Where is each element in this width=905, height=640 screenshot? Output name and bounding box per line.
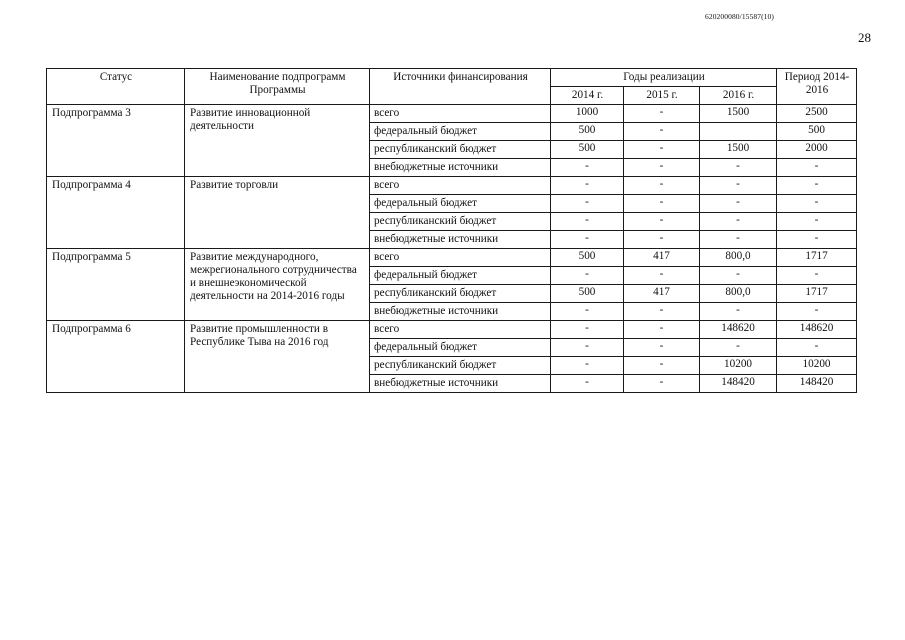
value-2014-cell: - xyxy=(551,321,624,339)
funding-source-cell: всего xyxy=(370,321,551,339)
value-2016-cell: - xyxy=(700,231,777,249)
value-2014-cell: - xyxy=(551,213,624,231)
funding-source-cell: республиканский бюджет xyxy=(370,141,551,159)
funding-source-cell: внебюджетные источники xyxy=(370,303,551,321)
header-year-2014: 2014 г. xyxy=(551,87,624,105)
value-2014-cell: 500 xyxy=(551,249,624,267)
value-period-cell: - xyxy=(777,213,857,231)
value-2014-cell: - xyxy=(551,357,624,375)
document-code: 620200080/15587(10) xyxy=(705,12,774,21)
value-2016-cell: - xyxy=(700,195,777,213)
value-2014-cell: - xyxy=(551,177,624,195)
value-2016-cell: - xyxy=(700,303,777,321)
value-period-cell: - xyxy=(777,303,857,321)
header-year-2016: 2016 г. xyxy=(700,87,777,105)
value-2015-cell: - xyxy=(624,357,700,375)
header-subprogram-name: Наименование подпрограмм Программы xyxy=(185,69,370,105)
value-2014-cell: - xyxy=(551,267,624,285)
value-2015-cell: - xyxy=(624,213,700,231)
value-2014-cell: - xyxy=(551,231,624,249)
funding-source-cell: всего xyxy=(370,249,551,267)
header-funding-sources: Источники финансирования xyxy=(370,69,551,105)
subprogram-name-cell: Развитие торговли xyxy=(185,177,370,249)
funding-source-cell: всего xyxy=(370,105,551,123)
value-2016-cell: - xyxy=(700,213,777,231)
funding-source-cell: внебюджетные источники xyxy=(370,375,551,393)
table-row xyxy=(47,321,857,339)
value-period-cell: 148420 xyxy=(777,375,857,393)
value-2016-cell: - xyxy=(700,159,777,177)
funding-source-cell: республиканский бюджет xyxy=(370,357,551,375)
value-2014-cell: 500 xyxy=(551,123,624,141)
value-2015-cell: - xyxy=(624,123,700,141)
value-2016-cell: 1500 xyxy=(700,105,777,123)
value-2014-cell: 500 xyxy=(551,141,624,159)
value-2016-cell: 148420 xyxy=(700,375,777,393)
value-2016-cell: 800,0 xyxy=(700,249,777,267)
value-2014-cell: - xyxy=(551,375,624,393)
value-2016-cell: - xyxy=(700,177,777,195)
value-2015-cell: - xyxy=(624,375,700,393)
table-body xyxy=(47,105,857,393)
funding-source-cell: федеральный бюджет xyxy=(370,123,551,141)
value-2014-cell: - xyxy=(551,195,624,213)
table-header xyxy=(47,69,857,105)
status-cell: Подпрограмма 3 xyxy=(47,105,185,177)
value-2016-cell: 148620 xyxy=(700,321,777,339)
subprogram-name-cell: Развитие инновационной деятельности xyxy=(185,105,370,177)
value-2016-cell xyxy=(700,123,777,141)
value-2014-cell: - xyxy=(551,159,624,177)
value-period-cell: - xyxy=(777,177,857,195)
value-2015-cell: - xyxy=(624,105,700,123)
funding-source-cell: республиканский бюджет xyxy=(370,213,551,231)
value-2014-cell: 500 xyxy=(551,285,624,303)
value-period-cell: - xyxy=(777,339,857,357)
header-period: Период 2014-2016 xyxy=(777,69,857,105)
value-period-cell: - xyxy=(777,231,857,249)
table-row xyxy=(47,177,857,195)
page-number: 28 xyxy=(858,30,871,45)
value-period-cell: 2000 xyxy=(777,141,857,159)
value-2015-cell: 417 xyxy=(624,285,700,303)
value-2015-cell: - xyxy=(624,231,700,249)
value-2015-cell: - xyxy=(624,195,700,213)
value-period-cell: 1717 xyxy=(777,285,857,303)
value-2016-cell: 1500 xyxy=(700,141,777,159)
value-2014-cell: 1000 xyxy=(551,105,624,123)
status-cell: Подпрограмма 5 xyxy=(47,249,185,321)
funding-source-cell: федеральный бюджет xyxy=(370,339,551,357)
table-row xyxy=(47,249,857,267)
value-period-cell: 10200 xyxy=(777,357,857,375)
subprogram-name-cell: Развитие международного, межрегионального сотрудничества и внешнеэкономической деятельности на 2014-2016 годы xyxy=(185,249,370,321)
value-period-cell: - xyxy=(777,267,857,285)
header-years-group: Годы реализации xyxy=(551,69,777,87)
funding-source-cell: внебюджетные источники xyxy=(370,159,551,177)
funding-source-cell: внебюджетные источники xyxy=(370,231,551,249)
funding-source-cell: республиканский бюджет xyxy=(370,285,551,303)
value-2016-cell: - xyxy=(700,339,777,357)
value-2015-cell: - xyxy=(624,303,700,321)
value-2015-cell: - xyxy=(624,159,700,177)
value-period-cell: 500 xyxy=(777,123,857,141)
value-period-cell: 148620 xyxy=(777,321,857,339)
value-2015-cell: - xyxy=(624,141,700,159)
financing-table xyxy=(46,68,857,393)
value-2015-cell: - xyxy=(624,177,700,195)
value-2015-cell: 417 xyxy=(624,249,700,267)
funding-source-cell: всего xyxy=(370,177,551,195)
value-2015-cell: - xyxy=(624,321,700,339)
value-2016-cell: - xyxy=(700,267,777,285)
value-period-cell: - xyxy=(777,159,857,177)
header-year-2015: 2015 г. xyxy=(624,87,700,105)
value-2015-cell: - xyxy=(624,267,700,285)
subprogram-name-cell: Развитие промышленности в Республике Тыва на 2016 год xyxy=(185,321,370,393)
value-2015-cell: - xyxy=(624,339,700,357)
value-period-cell: - xyxy=(777,195,857,213)
status-cell: Подпрограмма 6 xyxy=(47,321,185,393)
funding-source-cell: федеральный бюджет xyxy=(370,267,551,285)
funding-source-cell: федеральный бюджет xyxy=(370,195,551,213)
status-cell: Подпрограмма 4 xyxy=(47,177,185,249)
value-2016-cell: 10200 xyxy=(700,357,777,375)
value-period-cell: 2500 xyxy=(777,105,857,123)
value-period-cell: 1717 xyxy=(777,249,857,267)
value-2014-cell: - xyxy=(551,339,624,357)
header-status: Статус xyxy=(47,69,185,105)
value-2016-cell: 800,0 xyxy=(700,285,777,303)
value-2014-cell: - xyxy=(551,303,624,321)
table-row xyxy=(47,105,857,123)
